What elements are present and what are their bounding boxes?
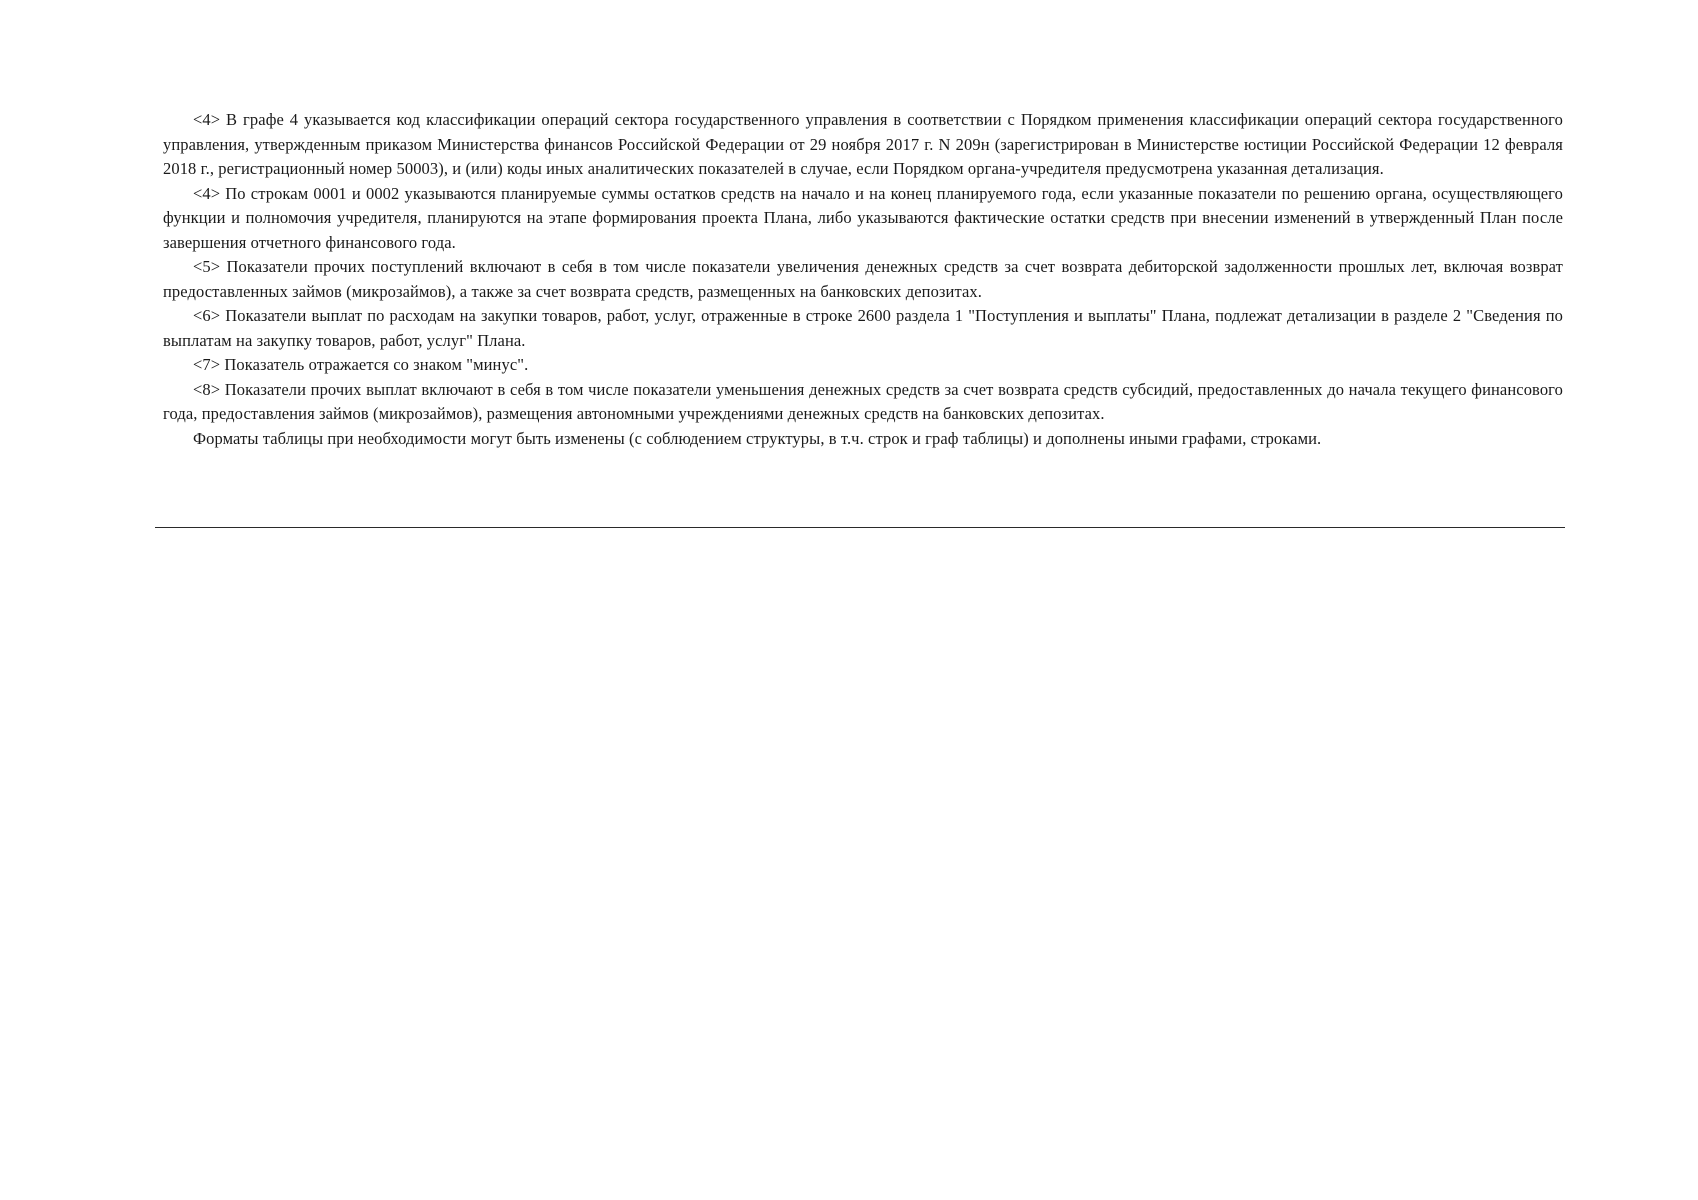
footnote-5: <5> Показатели прочих поступлений включают в себя в том числе показатели увеличения денежных средств за счет возврата дебиторской задолженности прошлых лет, включая возврат предоставленных займов (микрозаймов), а также за счет возврата средств, размещенных на банковских депозитах. <box>163 257 1563 301</box>
footnotes-block <box>163 108 1563 451</box>
footnote-6: <6> Показатели выплат по расходам на закупки товаров, работ, услуг, отраженные в строке 2600 раздела 1 "Поступления и выплаты" Плана, подлежат детализации в разделе 2 "Сведения по выплатам на закупку товаров, работ, услуг" Плана. <box>163 306 1563 350</box>
table-format-note: Форматы таблицы при необходимости могут быть изменены (с соблюдением структуры, в т.ч. строк и граф таблицы) и дополнены иными графами, строками. <box>193 428 1322 448</box>
footnote-4-balances: <4> По строкам 0001 и 0002 указываются планируемые суммы остатков средств на начало и на конец планируемого года, если указанные показатели по решению органа, осуществляющего функции и полномочия учредителя, планируются на этапе формирования проекта Плана, либо указываются фактические остатки средств при внесении изменений в утвержденный План после завершения отчетного финансового года. <box>163 183 1563 252</box>
footnote-7: <7> Показатель отражается со знаком "минус". <box>193 355 529 374</box>
horizontal-divider <box>155 527 1565 528</box>
footnote-4-okved: <4> В графе 4 указывается код классификации операций сектора государственного управления в соответствии с Порядком применения классификации операций сектора государственного управления, утвержденным приказом Министерства финансов Российской Федерации от 29 ноября 2017 г. N 209н (зарегистрирован в Министерстве юстиции Российской Федерации 12 февраля 2018 г., регистрационный номер 50003), и (или) коды иных аналитических показателей в случае, если Порядком органа-учредителя предусмотрена указанная детализация. <box>163 110 1563 178</box>
footnote-8: <8> Показатели прочих выплат включают в себя в том числе показатели уменьшения денежных средств за счет возврата средств субсидий, предоставленных до начала текущего финансового года, предоставления займов (микрозаймов), размещения автономными учреждениями денежных средств на банковских депозитах. <box>163 379 1563 423</box>
